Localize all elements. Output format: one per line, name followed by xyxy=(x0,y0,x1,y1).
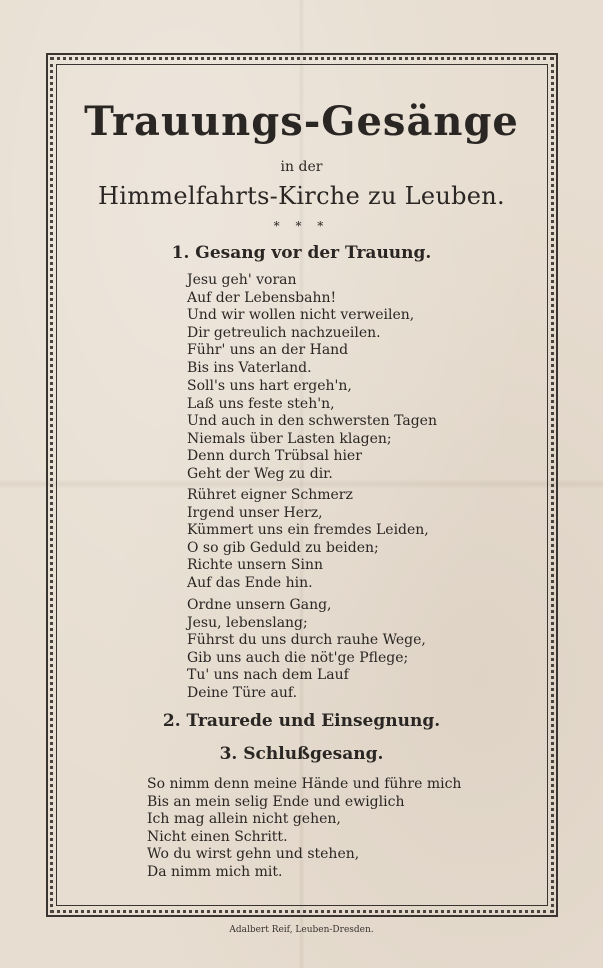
stanza-line: Wo du wirst gehn und stehen, xyxy=(147,846,360,863)
stanza-line: Niemals über Lasten klagen; xyxy=(187,430,392,447)
section-heading-3: 3. Schlußgesang. xyxy=(219,744,384,764)
subtitle-small: in der xyxy=(280,159,323,175)
stanza-line: Nicht einen Schritt. xyxy=(147,828,288,845)
ornament-stars: * * * xyxy=(273,219,330,233)
stanza-3 xyxy=(187,487,429,593)
stanza-line: Geht der Weg zu dir. xyxy=(187,465,333,482)
stanza-line: Bis an mein selig Ende und ewiglich xyxy=(147,793,405,810)
stanza-line: Irgend unser Herz, xyxy=(187,504,323,521)
stanza-2 xyxy=(187,378,437,484)
stanza-4 xyxy=(187,597,426,703)
stanza-line: Bis ins Vaterland. xyxy=(187,359,312,376)
stanza-line: Soll's uns hart ergeh'n, xyxy=(187,378,352,394)
stanza-line: Und auch in den schwersten Tagen xyxy=(187,413,437,430)
stanza-line: Ordne unsern Gang, xyxy=(187,597,332,613)
stanza-1 xyxy=(187,272,414,378)
stanza-line: Dir getreulich nachzueilen. xyxy=(187,324,381,341)
final-stanza xyxy=(147,776,461,882)
section-heading-2: 2. Traurede und Einsegnung. xyxy=(162,711,441,731)
church-name: Himmelfahrts-Kirche zu Leuben. xyxy=(98,182,505,210)
stanza-line: Ich mag allein nicht gehen, xyxy=(147,811,341,828)
stanza-line: O so gib Geduld zu beiden; xyxy=(187,539,379,556)
stanza-line: So nimm denn meine Hände und führe mich xyxy=(147,776,462,792)
stanza-line: Auf der Lebensbahn! xyxy=(187,289,337,306)
stanza-line: Und wir wollen nicht verweilen, xyxy=(187,307,415,324)
stanza-line: Gib uns auch die nöt'ge Pflege; xyxy=(187,649,409,666)
stanza-line: Kümmert uns ein fremdes Leiden, xyxy=(187,522,429,539)
stanza-line: Jesu geh' voran xyxy=(187,272,297,288)
stanza-line: Da nimm mich mit. xyxy=(147,863,283,880)
stanza-line: Denn durch Trübsal hier xyxy=(187,448,362,465)
stanza-line: Tu' uns nach dem Lauf xyxy=(187,667,349,684)
stanza-line: Laß uns feste steh'n, xyxy=(187,395,335,412)
printer-imprint: Adalbert Reif, Leuben-Dresden. xyxy=(229,925,374,935)
stanza-line: Deine Türe auf. xyxy=(187,684,298,701)
stanza-line: Führst du uns durch rauhe Wege, xyxy=(187,632,426,649)
stanza-line: Auf das Ende hin. xyxy=(187,574,313,591)
stanza-line: Jesu, lebenslang; xyxy=(187,614,308,631)
stanza-line: Richte unsern Sinn xyxy=(187,557,324,574)
page-title: Trauungs-Gesänge xyxy=(84,98,519,145)
stanza-line: Führ' uns an der Hand xyxy=(187,342,349,359)
stanza-line: Rühret eigner Schmerz xyxy=(187,487,353,503)
section-heading-1: 1. Gesang vor der Trauung. xyxy=(171,243,432,263)
